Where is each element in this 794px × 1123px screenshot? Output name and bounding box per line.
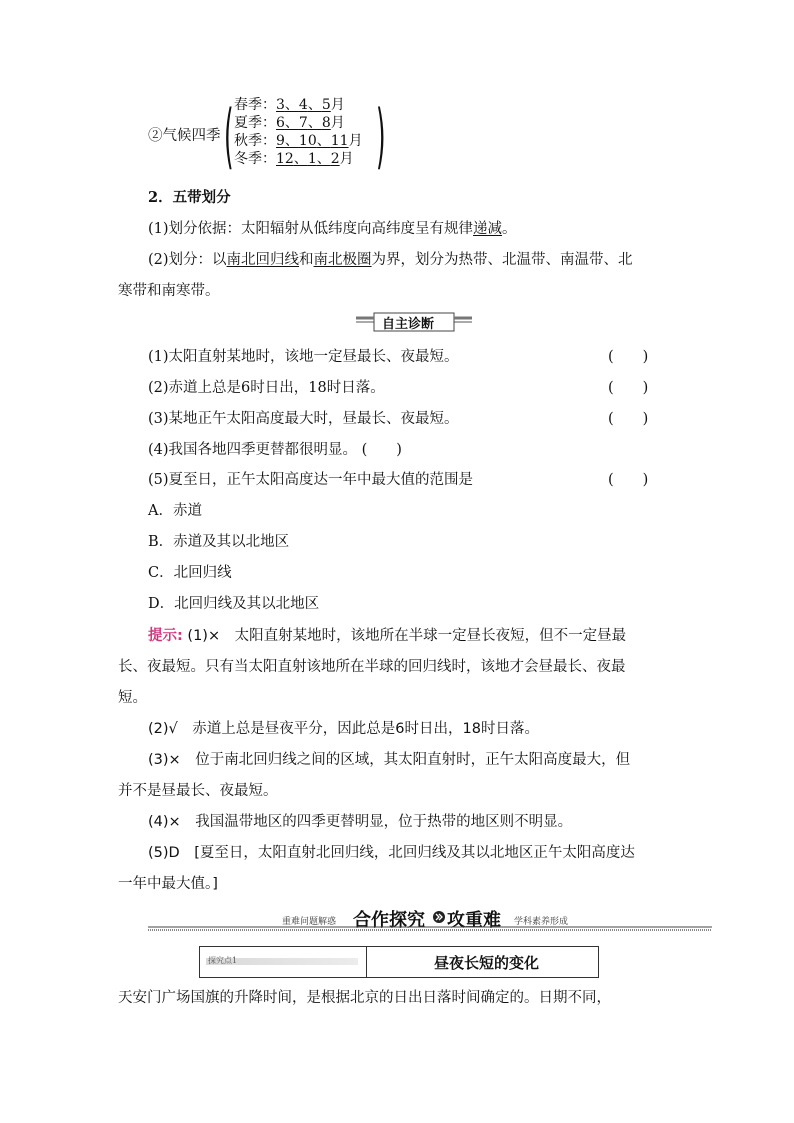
left-brace: (: [224, 95, 234, 177]
question-2: (2)赤道上总是6时日出，18时日落。: [148, 380, 385, 396]
hint-1-line-1: 提示: (1)× 太阳直射某地时，该地所在半球一定昼长夜短，但不一定昼最: [148, 628, 627, 644]
hint-1-line-3: 短。: [118, 690, 147, 706]
question-4: (4)我国各地四季更替都很明显。 ( ): [148, 442, 402, 458]
explore-tag-cell: [200, 947, 367, 977]
question-5: (5)夏至日，正午太阳高度达一年中最大值的范围是: [148, 472, 474, 488]
option-a: A．赤道: [148, 503, 202, 519]
answer-paren-2: ( ): [608, 380, 649, 396]
question-1: (1)太阳直射某地时，该地一定昼最长、夜最短。: [148, 349, 459, 365]
division-basis: (1)划分依据：太阳辐射从低纬度向高纬度呈有规律递减。: [148, 221, 517, 237]
hint-3-line-1: (3)× 位于南北回归线之间的区域，其太阳直射时，正午太阳高度最大，但: [148, 752, 631, 768]
cooperation-title-a: 合作探究: [353, 910, 425, 931]
hint-1-line-2: 长、夜最短。只有当太阳直射该地所在半球的回归线时，该地才会昼最长、夜最: [118, 659, 626, 675]
seasons-label: ②气候四季: [148, 128, 221, 144]
hint-5-line-2: 一年中最大值。]: [118, 876, 218, 892]
option-c: C．北回归线: [148, 565, 232, 581]
option-d: D．北回归线及其以北地区: [148, 596, 320, 612]
question-3: (3)某地正午太阳高度最大时，昼最长、夜最短。: [148, 411, 459, 427]
season-winter: 冬季：12、1、2月: [234, 151, 354, 167]
season-spring: 春季：3、4、5月: [234, 97, 345, 113]
answer-paren-5: ( ): [608, 472, 649, 488]
hint-5-line-1: (5)D [夏至日，太阳直射北回归线，北回归线及其以北地区正午太阳高度达: [148, 845, 635, 861]
season-summer: 夏季：6、7、8月: [234, 115, 345, 131]
right-brace: ): [376, 95, 386, 177]
explore-body: 天安门广场国旗的升降时间，是根据北京的日出日落时间确定的。日期不同，: [118, 990, 611, 1006]
division-rule: (2)划分：以南北回归线和南北极圈为界，划分为热带、北温带、南温带、北: [148, 252, 633, 268]
answer-paren-1: ( ): [608, 349, 649, 365]
hint-label: 提示:: [148, 628, 183, 644]
explore-tag-text: 探究点1: [208, 956, 238, 965]
hint-2: (2)√ 赤道上总是昼夜平分，因此总是6时日出，18时日落。: [148, 721, 539, 737]
double-chevron-icon: [433, 910, 445, 924]
hint-3-line-2: 并不是昼最长、夜最短。: [118, 783, 278, 799]
season-autumn: 秋季：9、10、11月: [234, 133, 363, 149]
division-rule-cont: 寒带和南寒带。: [118, 283, 220, 299]
explore-title: 昼夜长短的变化: [434, 954, 540, 972]
option-b: B．赤道及其以北地区: [148, 534, 290, 550]
hint-4: (4)× 我国温带地区的四季更替明显，位于热带的地区则不明显。: [148, 814, 573, 830]
answer-paren-3: ( ): [608, 411, 649, 427]
cooperation-right-caption: 学科素养形成: [514, 917, 569, 927]
cooperation-left-caption: 重难问题解惑: [282, 917, 337, 927]
diagnosis-banner-text: 自主诊断: [382, 317, 435, 332]
section-heading: 2．五带划分: [148, 189, 231, 206]
cooperation-title-b: 攻重难: [447, 910, 501, 931]
cooperation-divider: [148, 926, 712, 932]
explore-box: [199, 946, 599, 978]
